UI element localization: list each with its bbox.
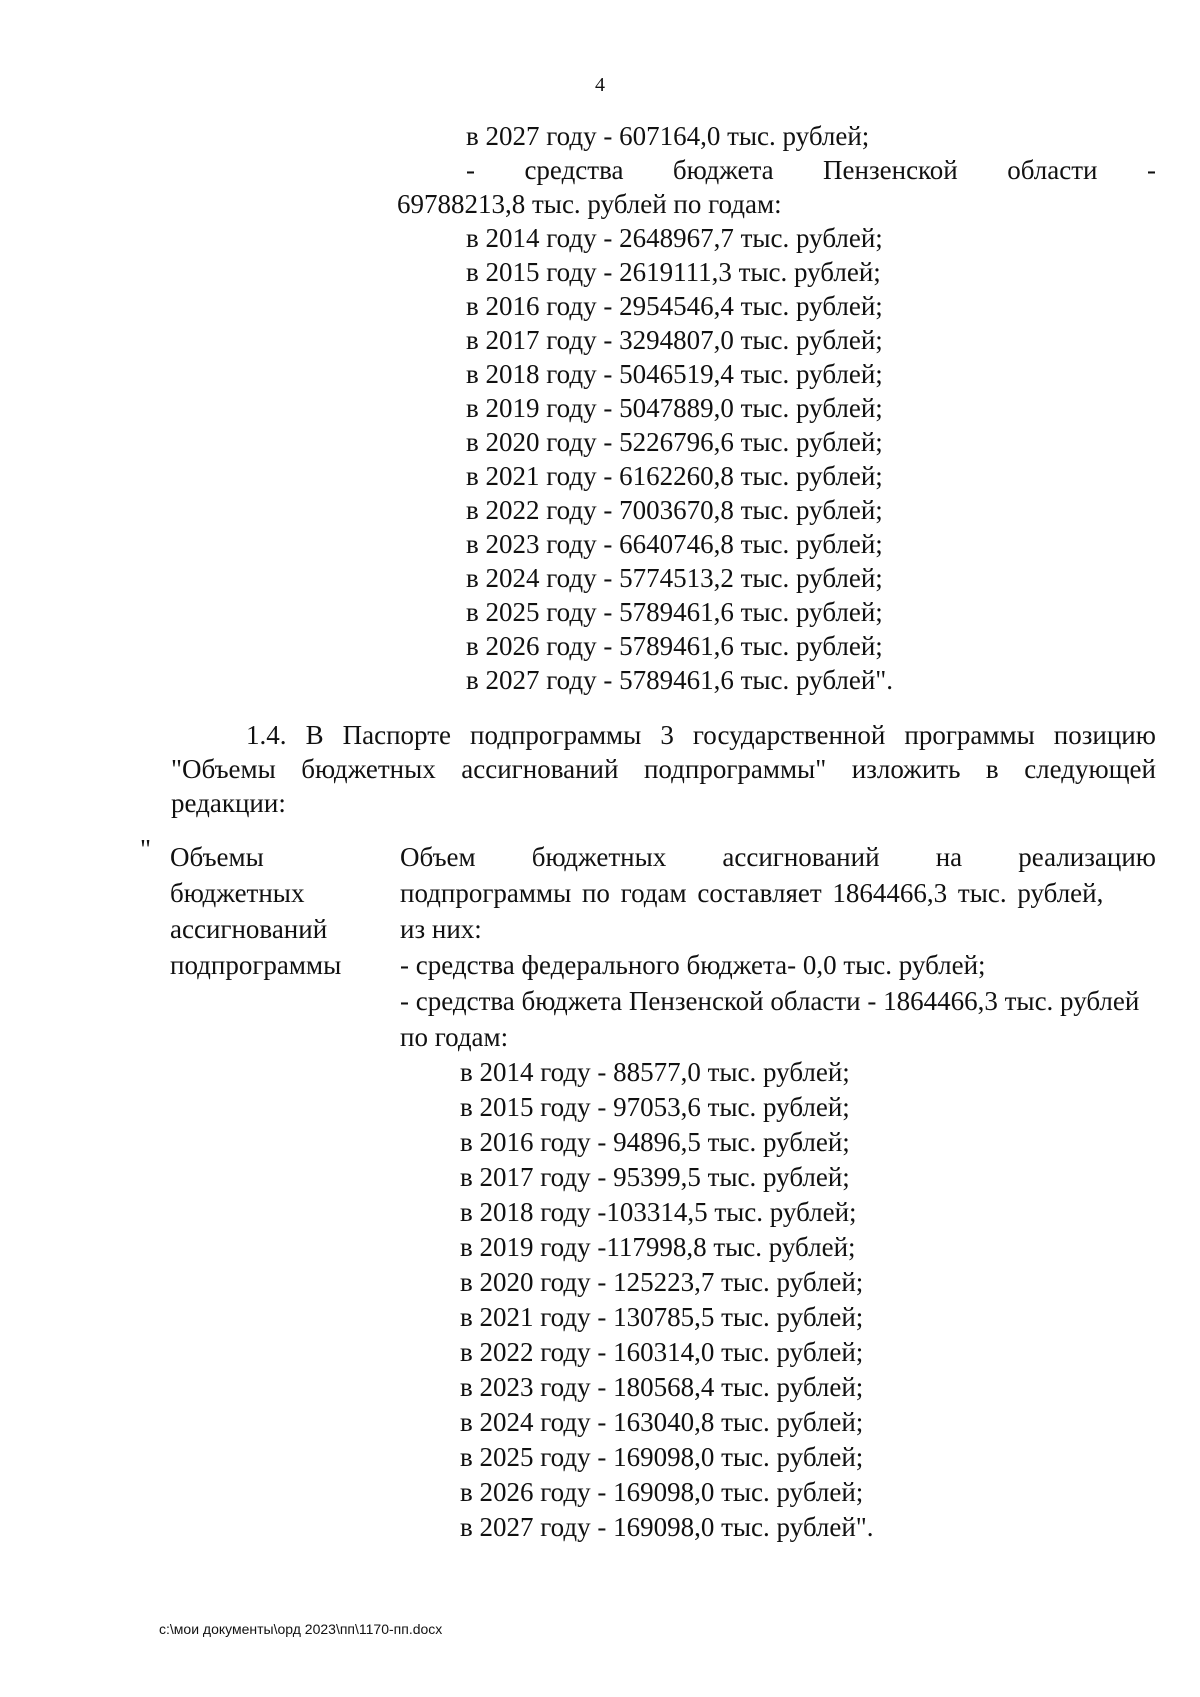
by-years-line: по годам:	[400, 1022, 509, 1052]
section-word: ассигнований	[461, 754, 619, 784]
year-line: в 2021 году - 130785,5 тыс. рублей;	[460, 1302, 864, 1332]
regional-word: -	[466, 155, 475, 185]
page-number: 4	[595, 74, 605, 96]
year-line: в 2016 году - 94896,5 тыс. рублей;	[460, 1127, 850, 1157]
top-first-line: в 2027 году - 607164,0 тыс. рублей;	[466, 121, 870, 151]
year-line: в 2019 году - 5047889,0 тыс. рублей;	[466, 393, 883, 423]
year-line: в 2018 году -103314,5 тыс. рублей;	[460, 1197, 857, 1227]
section-word: "Объемы	[171, 754, 276, 784]
section-word: В	[305, 720, 324, 750]
year-line: в 2014 году - 2648967,7 тыс. рублей;	[466, 223, 883, 253]
section-word: подпрограммы	[470, 720, 642, 750]
passport-right-row1	[400, 840, 1156, 875]
left-label-line: Объемы	[170, 842, 264, 872]
section-word: следующей	[1024, 754, 1156, 784]
section-word: изложить	[851, 754, 961, 784]
regional-funds-row	[466, 153, 1156, 187]
section-word: государственной	[692, 720, 886, 750]
passport-word: бюджетных	[531, 842, 667, 872]
year-line: в 2025 году - 5789461,6 тыс. рублей;	[466, 597, 883, 627]
year-line: в 2024 году - 163040,8 тыс. рублей;	[460, 1407, 864, 1437]
year-line: в 2023 году - 6640746,8 тыс. рублей;	[466, 529, 883, 559]
year-line: в 2026 году - 5789461,6 тыс. рублей;	[466, 631, 883, 661]
regional-word: -	[1146, 155, 1156, 185]
passport-right-row3: из них:	[400, 914, 482, 944]
section-word: Паспорте	[342, 720, 451, 750]
passport-right-row2: подпрограммы по годам составляет 1864466,3 тыс. рублей,	[400, 878, 1104, 908]
footer-file-path: c:\мои документы\орд 2023\пп\1170-пп.docx	[159, 1621, 443, 1637]
year-line: в 2025 году - 169098,0 тыс. рублей;	[460, 1442, 864, 1472]
section-1-4-line3: редакции:	[171, 788, 286, 818]
left-label-line: бюджетных	[170, 878, 305, 908]
section-word: 3	[660, 720, 674, 750]
year-line: в 2019 году -117998,8 тыс. рублей;	[460, 1232, 856, 1262]
passport-word: Объем	[400, 842, 476, 872]
section-1-4-line2	[171, 752, 1156, 786]
year-line: в 2022 году - 160314,0 тыс. рублей;	[460, 1337, 864, 1367]
section-word: позицию	[1053, 720, 1156, 750]
year-line: в 2027 году - 169098,0 тыс. рублей".	[460, 1512, 874, 1542]
year-line: в 2027 году - 5789461,6 тыс. рублей".	[466, 665, 894, 695]
regional-word: Пензенской	[823, 155, 958, 185]
year-line: в 2024 году - 5774513,2 тыс. рублей;	[466, 563, 883, 593]
section-word: в	[985, 754, 999, 784]
regional-funds-line: - средства бюджета Пензенской области - 1864466,3 тыс. рублей	[400, 986, 1140, 1016]
year-line: в 2022 году - 7003670,8 тыс. рублей;	[466, 495, 883, 525]
section-word: бюджетных	[301, 754, 436, 784]
year-line: в 2015 году - 2619111,3 тыс. рублей;	[466, 257, 881, 287]
section-word: 1.4.	[246, 720, 287, 750]
year-line: в 2016 году - 2954546,4 тыс. рублей;	[466, 291, 883, 321]
left-label-line: подпрограммы	[170, 950, 342, 980]
year-line: в 2015 году - 97053,6 тыс. рублей;	[460, 1092, 850, 1122]
federal-funds-line: - средства федерального бюджета- 0,0 тыс. рублей;	[400, 950, 986, 980]
year-line: в 2018 году - 5046519,4 тыс. рублей;	[466, 359, 883, 389]
left-label-line: ассигнований	[170, 914, 328, 944]
passport-word: на	[935, 842, 963, 872]
year-line: в 2026 году - 169098,0 тыс. рублей;	[460, 1477, 864, 1507]
regional-word: области	[1007, 155, 1098, 185]
year-line: в 2020 году - 5226796,6 тыс. рублей;	[466, 427, 883, 457]
section-1-4-line1	[246, 718, 1156, 752]
passport-open-quote: "	[140, 834, 152, 864]
year-line: в 2017 году - 3294807,0 тыс. рублей;	[466, 325, 883, 355]
regional-word: средства	[524, 155, 624, 185]
section-word: программы	[904, 720, 1035, 750]
year-line: в 2023 году - 180568,4 тыс. рублей;	[460, 1372, 864, 1402]
year-line: в 2017 году - 95399,5 тыс. рублей;	[460, 1162, 850, 1192]
year-line: в 2020 году - 125223,7 тыс. рублей;	[460, 1267, 864, 1297]
section-word: подпрограммы"	[643, 754, 827, 784]
year-line: в 2021 году - 6162260,8 тыс. рублей;	[466, 461, 883, 491]
passport-word: реализацию	[1018, 842, 1156, 872]
passport-word: ассигнований	[722, 842, 880, 872]
regional-word: бюджета	[672, 155, 774, 185]
year-line: в 2014 году - 88577,0 тыс. рублей;	[460, 1057, 850, 1087]
regional-total-line: 69788213,8 тыс. рублей по годам:	[397, 189, 782, 219]
